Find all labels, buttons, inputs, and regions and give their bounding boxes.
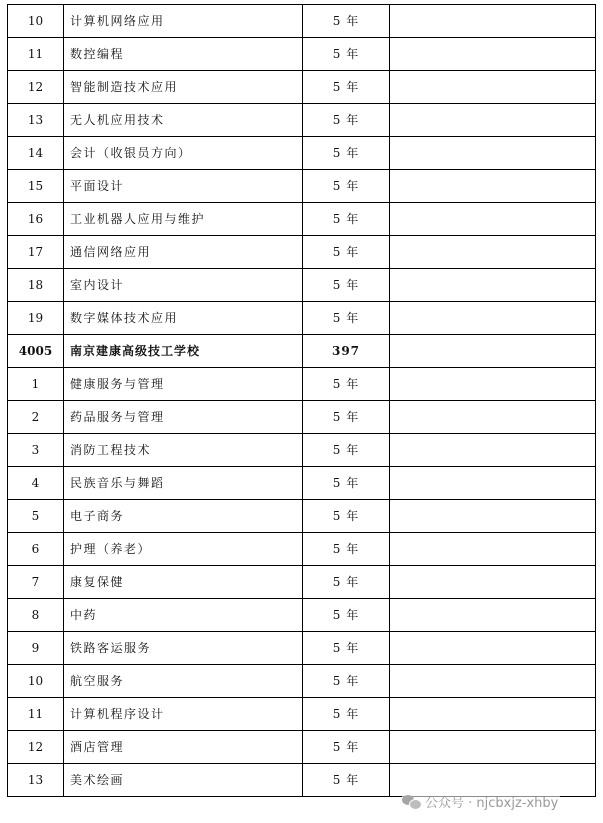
note-cell — [390, 5, 596, 38]
table-row — [8, 698, 596, 731]
duration-cell: 5 年 — [303, 500, 390, 533]
note-cell — [390, 500, 596, 533]
duration-cell: 5 年 — [303, 599, 390, 632]
major-name-cell: 计算机网络应用 — [64, 5, 303, 38]
major-name-cell: 中药 — [64, 599, 303, 632]
row-number-cell: 19 — [8, 302, 64, 335]
major-name-cell: 药品服务与管理 — [64, 401, 303, 434]
table-row — [8, 5, 596, 38]
note-cell — [390, 71, 596, 104]
major-name-cell: 消防工程技术 — [64, 434, 303, 467]
table-row — [8, 434, 596, 467]
row-number-cell: 3 — [8, 434, 64, 467]
major-name-cell: 平面设计 — [64, 170, 303, 203]
note-cell — [390, 665, 596, 698]
major-name-cell: 航空服务 — [64, 665, 303, 698]
duration-cell: 5 年 — [303, 38, 390, 71]
table-row — [8, 203, 596, 236]
note-cell — [390, 698, 596, 731]
row-number-cell: 13 — [8, 104, 64, 137]
duration-cell: 5 年 — [303, 566, 390, 599]
note-cell — [390, 203, 596, 236]
row-number-cell: 6 — [8, 533, 64, 566]
note-cell — [390, 38, 596, 71]
duration-cell: 5 年 — [303, 764, 390, 797]
note-cell — [390, 104, 596, 137]
row-number-cell: 12 — [8, 71, 64, 104]
major-name-cell: 室内设计 — [64, 269, 303, 302]
row-number-cell: 8 — [8, 599, 64, 632]
table-row — [8, 533, 596, 566]
table-row — [8, 566, 596, 599]
note-cell — [390, 170, 596, 203]
major-name-cell: 电子商务 — [64, 500, 303, 533]
major-name-cell: 健康服务与管理 — [64, 368, 303, 401]
row-number-cell: 14 — [8, 137, 64, 170]
table-row — [8, 401, 596, 434]
school-row — [8, 335, 596, 368]
major-name-cell: 酒店管理 — [64, 731, 303, 764]
table-row — [8, 599, 596, 632]
note-cell — [390, 302, 596, 335]
table-row — [8, 236, 596, 269]
table-row — [8, 137, 596, 170]
row-number-cell: 4 — [8, 467, 64, 500]
note-cell — [390, 632, 596, 665]
table-row — [8, 71, 596, 104]
major-name-cell: 智能制造技术应用 — [64, 71, 303, 104]
row-number-cell: 7 — [8, 566, 64, 599]
row-number-cell: 10 — [8, 5, 64, 38]
row-number-cell: 2 — [8, 401, 64, 434]
duration-cell: 5 年 — [303, 71, 390, 104]
note-cell — [390, 269, 596, 302]
row-number-cell: 15 — [8, 170, 64, 203]
duration-cell: 5 年 — [303, 269, 390, 302]
major-name-cell: 民族音乐与舞蹈 — [64, 467, 303, 500]
table-row — [8, 269, 596, 302]
duration-cell: 5 年 — [303, 632, 390, 665]
row-number-cell: 11 — [8, 698, 64, 731]
note-cell — [390, 137, 596, 170]
school-total-cell: 397 — [303, 335, 390, 368]
row-number-cell: 9 — [8, 632, 64, 665]
duration-cell: 5 年 — [303, 434, 390, 467]
duration-cell: 5 年 — [303, 698, 390, 731]
duration-cell: 5 年 — [303, 533, 390, 566]
row-number-cell: 10 — [8, 665, 64, 698]
major-name-cell: 会计（收银员方向） — [64, 137, 303, 170]
table-row — [8, 302, 596, 335]
duration-cell: 5 年 — [303, 5, 390, 38]
note-cell — [390, 236, 596, 269]
watermark — [402, 790, 560, 812]
row-number-cell: 1 — [8, 368, 64, 401]
duration-cell: 5 年 — [303, 467, 390, 500]
row-number-cell: 11 — [8, 38, 64, 71]
duration-cell: 5 年 — [303, 236, 390, 269]
major-name-cell: 数控编程 — [64, 38, 303, 71]
duration-cell: 5 年 — [303, 302, 390, 335]
enrollment-table — [7, 4, 596, 797]
major-name-cell: 无人机应用技术 — [64, 104, 303, 137]
duration-cell: 5 年 — [303, 401, 390, 434]
duration-cell: 5 年 — [303, 203, 390, 236]
row-number-cell: 16 — [8, 203, 64, 236]
note-cell — [390, 368, 596, 401]
major-name-cell: 铁路客运服务 — [64, 632, 303, 665]
note-cell — [390, 335, 596, 368]
table-body — [8, 5, 596, 797]
duration-cell: 5 年 — [303, 368, 390, 401]
duration-cell: 5 年 — [303, 731, 390, 764]
major-name-cell: 数字媒体技术应用 — [64, 302, 303, 335]
row-number-cell: 4005 — [8, 335, 64, 368]
duration-cell: 5 年 — [303, 104, 390, 137]
note-cell — [390, 599, 596, 632]
row-number-cell: 13 — [8, 764, 64, 797]
major-name-cell: 计算机程序设计 — [64, 698, 303, 731]
duration-cell: 5 年 — [303, 170, 390, 203]
major-name-cell: 美术绘画 — [64, 764, 303, 797]
row-number-cell: 18 — [8, 269, 64, 302]
major-name-cell: 工业机器人应用与维护 — [64, 203, 303, 236]
table-row — [8, 665, 596, 698]
note-cell — [390, 401, 596, 434]
table-row — [8, 632, 596, 665]
row-number-cell: 12 — [8, 731, 64, 764]
table-row — [8, 170, 596, 203]
watermark-text: 公众号 · njcbxjz-xhby — [425, 795, 559, 811]
enrollment-table-container — [7, 4, 595, 797]
school-name-cell: 南京建康高级技工学校 — [64, 335, 303, 368]
table-row — [8, 500, 596, 533]
note-cell — [390, 467, 596, 500]
note-cell — [390, 434, 596, 467]
table-row — [8, 104, 596, 137]
note-cell — [390, 533, 596, 566]
note-cell — [390, 731, 596, 764]
table-row — [8, 467, 596, 500]
table-row — [8, 38, 596, 71]
major-name-cell: 通信网络应用 — [64, 236, 303, 269]
duration-cell: 5 年 — [303, 665, 390, 698]
row-number-cell: 17 — [8, 236, 64, 269]
major-name-cell: 康复保健 — [64, 566, 303, 599]
row-number-cell: 5 — [8, 500, 64, 533]
duration-cell: 5 年 — [303, 137, 390, 170]
table-row — [8, 368, 596, 401]
table-row — [8, 731, 596, 764]
major-name-cell: 护理（养老） — [64, 533, 303, 566]
note-cell — [390, 566, 596, 599]
wechat-icon — [402, 794, 420, 809]
